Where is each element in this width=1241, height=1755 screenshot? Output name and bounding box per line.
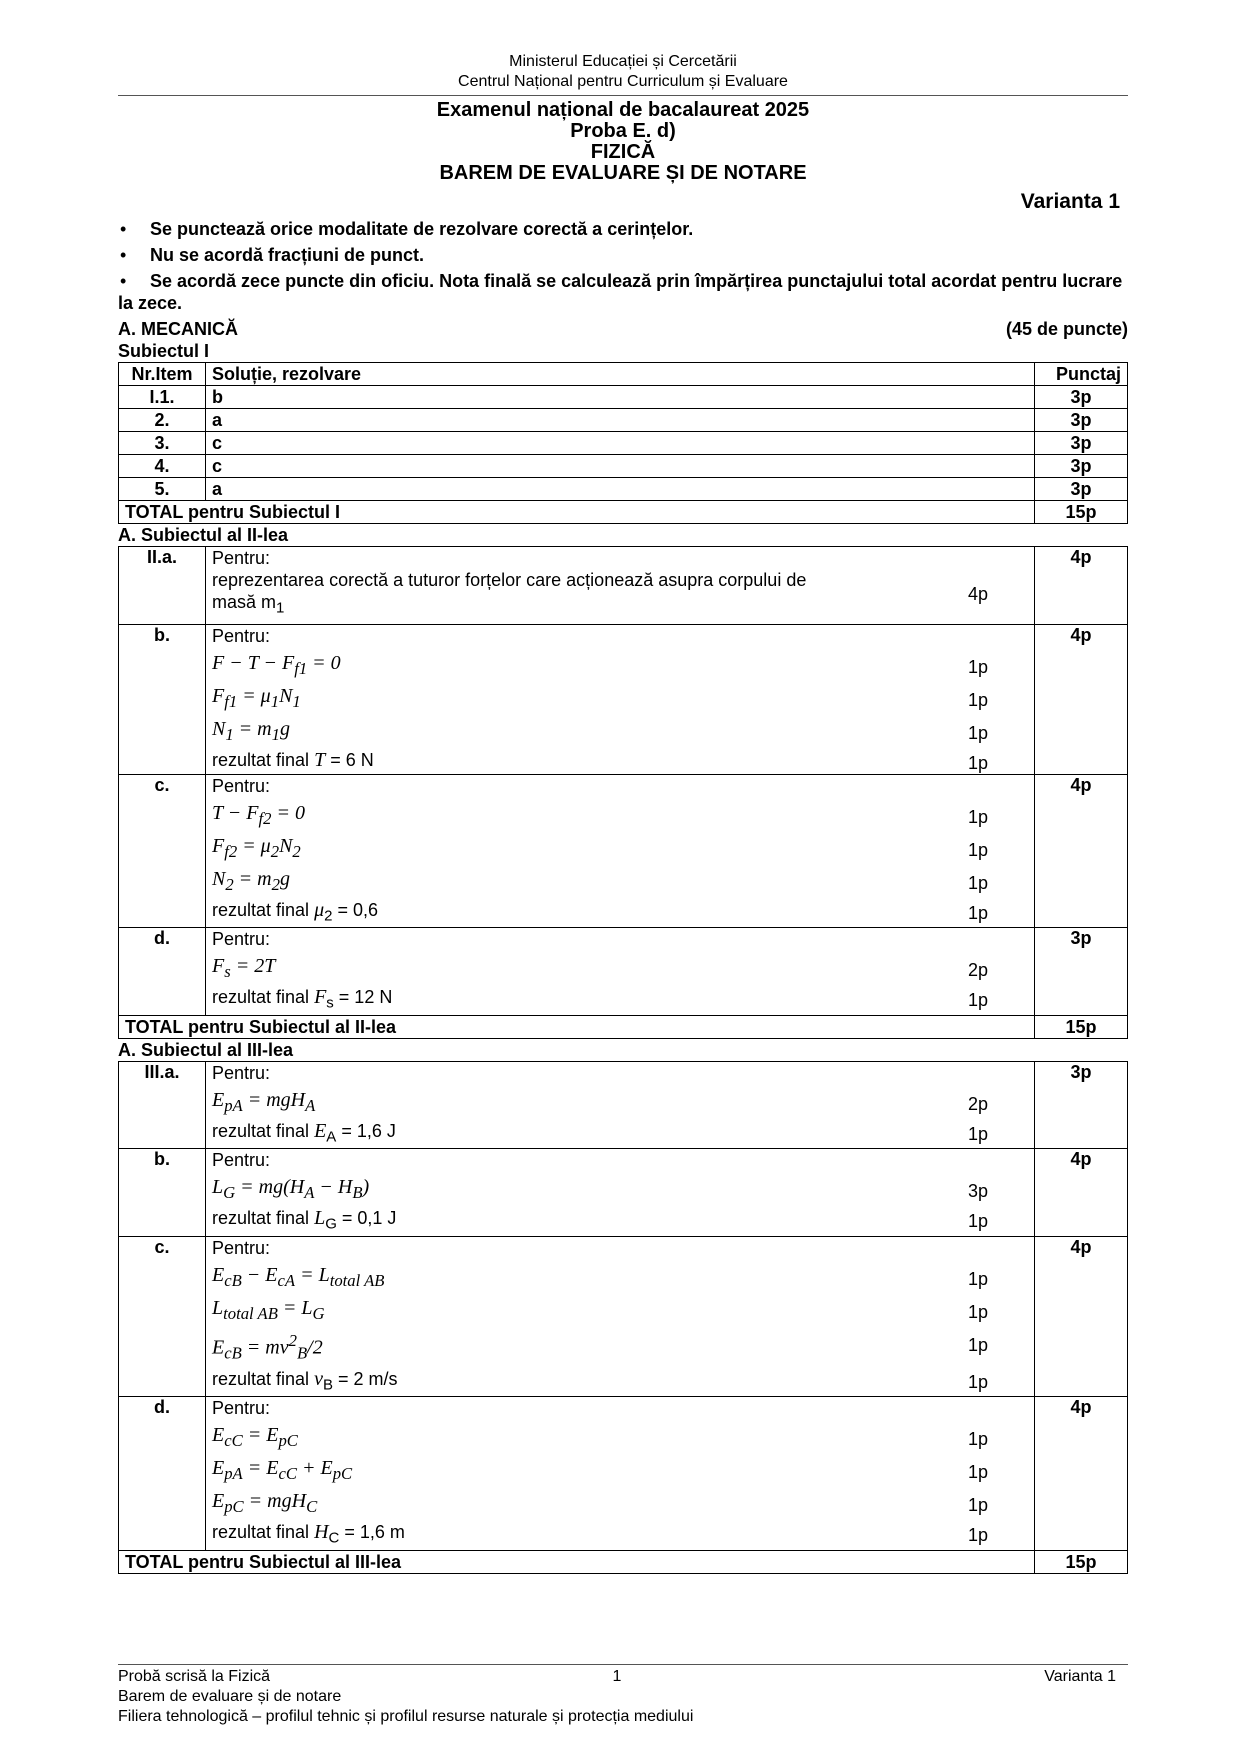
result-label: rezultat final	[212, 1368, 310, 1389]
formula	[212, 685, 301, 713]
final-result	[212, 1521, 405, 1550]
formula	[212, 1264, 384, 1292]
subscript: B	[352, 1183, 363, 1203]
subscript: cA	[277, 1270, 296, 1290]
pentru-line	[212, 775, 1028, 797]
item-row	[119, 1061, 1128, 1149]
subscript: f2	[258, 808, 272, 828]
formula-part: = E	[242, 1457, 279, 1480]
partial-points: 1p	[968, 839, 989, 860]
total-points: 15p	[1035, 1550, 1128, 1573]
item-points: 4p	[1035, 1149, 1128, 1237]
result-line	[212, 986, 1028, 1015]
page-footer	[118, 1664, 1128, 1727]
item-row	[119, 1236, 1128, 1396]
pentru-line	[212, 1149, 1028, 1171]
superscript: 2	[288, 1330, 297, 1350]
subscript: pC	[224, 1497, 244, 1517]
solution-cell	[206, 774, 1035, 928]
result-variable: μ	[314, 898, 325, 921]
formula-part: = 0	[271, 801, 305, 824]
table-row	[119, 432, 1128, 455]
result-line	[212, 1120, 1028, 1149]
subject-2-title: A. Subiectul al II-lea	[118, 525, 289, 545]
item-row	[119, 624, 1128, 774]
subscript: f1	[224, 691, 238, 711]
formula	[212, 1490, 317, 1518]
points: 3p	[1035, 478, 1128, 501]
formula-part: = mg(H	[235, 1176, 305, 1199]
subscript: cB	[224, 1343, 242, 1363]
result-label: rezultat final	[212, 899, 310, 920]
item-points: 4p	[1035, 624, 1128, 774]
footer-barem: Barem de evaluare și de notare	[118, 1688, 342, 1705]
answer: c	[206, 432, 1035, 455]
table-row	[119, 409, 1128, 432]
formula-part: − E	[241, 1263, 278, 1286]
final-result	[212, 749, 374, 774]
pentru-line	[212, 547, 1028, 569]
total-row	[119, 1015, 1128, 1038]
pentru-label: Pentru:	[212, 625, 271, 646]
answer: c	[206, 455, 1035, 478]
item-number: b.	[119, 1149, 206, 1237]
formula-part: N	[279, 834, 293, 857]
formula	[212, 718, 290, 746]
subject-1-title: Subiectul I	[118, 341, 210, 361]
subscript: pA	[224, 1095, 243, 1115]
subject-3-table	[118, 1061, 1128, 1574]
formula	[212, 1176, 369, 1204]
formula-part: F	[212, 955, 225, 978]
pentru-line	[212, 1062, 1028, 1084]
document-page	[118, 0, 1128, 1574]
formula-line	[212, 1330, 1028, 1365]
table-row	[119, 478, 1128, 501]
formula-part: − H	[314, 1176, 353, 1199]
description-part: masă m	[212, 592, 277, 612]
subject-3-title: A. Subiectul al III-lea	[118, 1039, 294, 1060]
formula-part: L	[212, 1176, 224, 1199]
formula-part: = L	[295, 1263, 330, 1286]
result-variable: H	[314, 1521, 329, 1544]
item-number: 4.	[119, 455, 206, 478]
result-line	[212, 749, 1028, 774]
partial-points: 1p	[968, 1211, 989, 1232]
footer-rule	[118, 1664, 1128, 1665]
formula	[212, 1424, 298, 1452]
subscript: f2	[224, 841, 238, 861]
subscript: 1	[276, 599, 285, 617]
formula-line	[212, 685, 1028, 713]
points: 3p	[1035, 432, 1128, 455]
partial-points: 2p	[968, 1093, 989, 1114]
partial-points: 1p	[968, 689, 989, 710]
title-block	[118, 100, 1128, 184]
formula-part: T − F	[212, 801, 259, 824]
final-result	[212, 1368, 398, 1397]
exam-title: Examenul național de bacalaureat 2025	[436, 99, 810, 121]
formula-line	[212, 835, 1028, 863]
subscript: f1	[294, 658, 308, 678]
solution-cell	[206, 624, 1035, 774]
subscript: s	[224, 962, 231, 982]
footer-variant: Varianta 1	[1044, 1668, 1116, 1685]
final-result	[212, 899, 378, 928]
formula-part: N	[212, 717, 226, 740]
formula-part: = 2T	[230, 955, 276, 978]
item-number: c.	[119, 1236, 206, 1396]
page-number: 1	[612, 1668, 622, 1685]
subscript: G	[312, 1303, 325, 1323]
table-row	[119, 455, 1128, 478]
subject-title: FIZICĂ	[590, 141, 656, 163]
item-row	[119, 774, 1128, 928]
answer: b	[206, 386, 1035, 409]
formula-part: N	[212, 867, 226, 890]
col-item-header: Nr.Item	[119, 363, 206, 386]
result-label: rezultat final	[212, 987, 310, 1008]
result-label: rezultat final	[212, 749, 310, 770]
result-value: = 0,6	[332, 899, 379, 920]
formula	[212, 652, 341, 680]
total-label: TOTAL pentru Subiectul I	[119, 501, 1035, 524]
solution-cell	[206, 547, 1035, 625]
formula-line	[212, 1176, 1028, 1204]
partial-points: 1p	[968, 752, 989, 773]
pentru-label: Pentru:	[212, 1398, 271, 1419]
subscript: 2	[225, 874, 234, 894]
note-item: • Se acordă zece puncte din oficiu. Nota finală se calculează prin împărțirea punctajului total acordat pentru lucrare la zece.	[118, 270, 1128, 314]
formula-line	[212, 1457, 1028, 1485]
partial-points: 4p	[968, 584, 989, 605]
total-row	[119, 1550, 1128, 1573]
formula-part: /2	[307, 1336, 323, 1359]
partial-points: 1p	[968, 1429, 989, 1450]
formula-part: L	[212, 1296, 224, 1319]
result-value: = 1,6 J	[336, 1120, 396, 1141]
formula-line	[212, 1297, 1028, 1325]
formula-line	[212, 868, 1028, 896]
solution-cell	[206, 928, 1035, 1016]
description-text	[212, 569, 806, 620]
formula-part: = μ	[237, 684, 271, 707]
subscript: C	[328, 1529, 340, 1547]
subscript: cC	[224, 1431, 243, 1451]
partial-points: 3p	[968, 1181, 989, 1202]
subscript: pC	[332, 1464, 353, 1484]
formula-part: g	[279, 867, 290, 890]
note-item: • Se punctează orice modalitate de rezolvare corectă a cerințelor.	[118, 218, 1128, 240]
col-solution-header: Soluție, rezolvare	[206, 363, 1035, 386]
proba-title: Proba E. d)	[570, 120, 676, 142]
formula-part: = 0	[307, 651, 341, 674]
pentru-line	[212, 625, 1028, 647]
subscript: G	[223, 1183, 236, 1203]
item-number: III.a.	[119, 1061, 206, 1149]
formula-part: g	[279, 717, 290, 740]
result-value: = 0,1 J	[336, 1208, 397, 1229]
formula	[212, 1089, 315, 1117]
formula-part: = mgH	[242, 1088, 306, 1111]
formula	[212, 835, 301, 863]
partial-points: 1p	[968, 1301, 989, 1322]
points: 3p	[1035, 386, 1128, 409]
formula-part: = m	[233, 867, 272, 890]
result-label: rezultat final	[212, 1120, 310, 1141]
total-points: 15p	[1035, 1015, 1128, 1038]
formula-part: = mv	[241, 1336, 289, 1359]
subscript: G	[325, 1215, 337, 1233]
partial-points: 1p	[968, 806, 989, 827]
subscript: 1	[225, 724, 234, 744]
pentru-label: Pentru:	[212, 1237, 271, 1258]
formula-part: )	[362, 1176, 370, 1199]
result-value: = 12 N	[333, 987, 393, 1008]
formula-line	[212, 652, 1028, 680]
result-variable: F	[314, 986, 327, 1009]
result-variable: v	[314, 1367, 323, 1390]
footer-filiera: Filiera tehnologică – profilul tehnic și profilul resurse naturale și protecția mediului	[118, 1708, 694, 1725]
item-number: II.a.	[119, 547, 206, 625]
result-variable: E	[314, 1119, 327, 1142]
solution-cell	[206, 1149, 1035, 1237]
points: 3p	[1035, 409, 1128, 432]
item-number: d.	[119, 928, 206, 1016]
general-notes	[118, 218, 1128, 314]
description-part: reprezentarea corectă a tuturor forțelor care acționează asupra corpului de	[212, 570, 807, 590]
table-header-row	[119, 363, 1128, 386]
spacer	[212, 620, 1028, 624]
subscript: total AB	[223, 1303, 278, 1323]
note-item: • Nu se acordă fracțiuni de punct.	[118, 244, 1128, 266]
total-row	[119, 501, 1128, 524]
partial-points: 1p	[968, 722, 989, 743]
formula-part: E	[212, 1336, 225, 1359]
pentru-label: Pentru:	[212, 929, 271, 950]
formula	[212, 868, 290, 896]
formula	[212, 1457, 352, 1485]
item-points: 4p	[1035, 1397, 1128, 1551]
subscript: B	[296, 1343, 308, 1363]
formula-part: = μ	[237, 834, 271, 857]
formula-part: = mgH	[243, 1490, 307, 1513]
variant-label: Varianta 1	[1020, 190, 1120, 213]
subscript: 1	[271, 724, 280, 744]
result-line	[212, 1207, 1028, 1236]
subscript: 2	[270, 841, 280, 861]
item-row	[119, 1397, 1128, 1551]
result-value: = 6 N	[325, 749, 374, 770]
pentru-label: Pentru:	[212, 775, 271, 796]
partial-points: 1p	[968, 1123, 989, 1144]
item-points: 4p	[1035, 1236, 1128, 1396]
partial-points: 1p	[968, 1268, 989, 1289]
result-label: rezultat final	[212, 1522, 310, 1543]
formula-part: N	[279, 684, 293, 707]
formula-part: E	[212, 1088, 225, 1111]
section-points: (45 de puncte)	[1005, 319, 1128, 339]
formula-part: = E	[242, 1424, 279, 1447]
formula-line	[212, 1424, 1028, 1452]
item-points: 3p	[1035, 928, 1128, 1016]
item-number: c.	[119, 774, 206, 928]
formula	[212, 1330, 323, 1365]
footer-row	[118, 1667, 1128, 1687]
solution-cell	[206, 1397, 1035, 1551]
formula-line	[212, 955, 1028, 983]
result-label: rezultat final	[212, 1208, 310, 1229]
total-points: 15p	[1035, 501, 1128, 524]
section-title: A. MECANICĂ	[118, 319, 238, 339]
formula-line	[212, 718, 1028, 746]
subscript: A	[304, 1183, 315, 1203]
answer: a	[206, 409, 1035, 432]
result-line	[212, 1521, 1028, 1550]
partial-points: 1p	[968, 990, 989, 1011]
subscript: 2	[292, 841, 301, 861]
ministry-name: Ministerul Educației și Cercetării	[509, 53, 737, 70]
result-value: = 2 m/s	[332, 1368, 398, 1389]
subscript: total AB	[329, 1270, 385, 1290]
formula-part: F	[212, 684, 225, 707]
partial-points: 1p	[968, 1462, 989, 1483]
item-row	[119, 547, 1128, 625]
final-result	[212, 1120, 396, 1149]
partial-points: 1p	[968, 1334, 989, 1355]
footer-exam: Probă scrisă la Fizică	[118, 1668, 271, 1685]
subscript: 1	[292, 691, 301, 711]
item-number: 5.	[119, 478, 206, 501]
pentru-line	[212, 928, 1028, 950]
final-result	[212, 986, 392, 1015]
solution-cell	[206, 1236, 1035, 1396]
item-row	[119, 1149, 1128, 1237]
subject-2-table	[118, 546, 1128, 1039]
section-header	[118, 318, 1128, 340]
table-row	[119, 386, 1128, 409]
points: 3p	[1035, 455, 1128, 478]
final-result	[212, 1207, 396, 1236]
center-name: Centrul Național pentru Curriculum și Evaluare	[458, 73, 788, 90]
formula-part: + E	[296, 1457, 333, 1480]
formula-part: E	[212, 1457, 225, 1480]
subscript: C	[306, 1497, 318, 1517]
formula-line	[212, 1490, 1028, 1518]
total-label: TOTAL pentru Subiectul al III-lea	[119, 1550, 1035, 1573]
barem-title: BAREM DE EVALUARE ȘI DE NOTARE	[439, 162, 807, 184]
partial-points: 1p	[968, 1495, 989, 1516]
item-number: 2.	[119, 409, 206, 432]
partial-points: 1p	[968, 902, 989, 923]
formula-part: E	[212, 1424, 225, 1447]
subscript: 1	[270, 691, 280, 711]
formula	[212, 1297, 325, 1325]
formula-part: E	[212, 1490, 225, 1513]
subscript: cC	[278, 1464, 297, 1484]
partial-points: 1p	[968, 1525, 989, 1546]
subscript: pC	[278, 1431, 298, 1451]
subscript: B	[322, 1376, 333, 1394]
subject-1-table	[118, 362, 1128, 524]
pentru-label: Pentru:	[212, 1150, 271, 1171]
formula-line	[212, 1089, 1028, 1117]
result-line	[212, 899, 1028, 928]
result-value: = 1,6 m	[339, 1522, 405, 1543]
subscript: s	[326, 994, 334, 1012]
formula	[212, 955, 275, 983]
subscript: 2	[271, 874, 280, 894]
header-rule	[118, 95, 1128, 96]
formula-part: F − T − F	[212, 651, 295, 674]
item-number: I.1.	[119, 386, 206, 409]
subscript: A	[326, 1128, 337, 1146]
result-line	[212, 1368, 1028, 1397]
partial-points: 2p	[968, 960, 989, 981]
partial-points: 1p	[968, 1371, 989, 1392]
description-line	[212, 569, 1028, 620]
col-points-header: Punctaj	[1035, 363, 1128, 386]
formula-part: E	[212, 1263, 225, 1286]
pentru-line	[212, 1237, 1028, 1259]
subscript: pA	[224, 1464, 243, 1484]
formula-part: = m	[233, 717, 272, 740]
partial-points: 1p	[968, 872, 989, 893]
subscript: A	[305, 1095, 316, 1115]
item-row	[119, 928, 1128, 1016]
answer: a	[206, 478, 1035, 501]
result-variable: T	[314, 748, 326, 771]
item-number: b.	[119, 624, 206, 774]
total-label: TOTAL pentru Subiectul al II-lea	[119, 1015, 1035, 1038]
item-points: 3p	[1035, 1061, 1128, 1149]
partial-points: 1p	[968, 656, 989, 677]
item-number: d.	[119, 1397, 206, 1551]
formula-line	[212, 1264, 1028, 1292]
subscript: cB	[224, 1270, 242, 1290]
formula-part: F	[212, 834, 225, 857]
item-points: 4p	[1035, 774, 1128, 928]
pentru-label: Pentru:	[212, 548, 271, 568]
formula-part: = L	[277, 1296, 313, 1319]
result-variable: L	[314, 1207, 326, 1230]
solution-cell	[206, 1061, 1035, 1149]
pentru-label: Pentru:	[212, 1062, 271, 1083]
pentru-line	[212, 1397, 1028, 1419]
item-points: 4p	[1035, 547, 1128, 625]
subscript: 2	[324, 907, 333, 925]
formula-line	[212, 802, 1028, 830]
item-number: 3.	[119, 432, 206, 455]
formula	[212, 802, 305, 830]
